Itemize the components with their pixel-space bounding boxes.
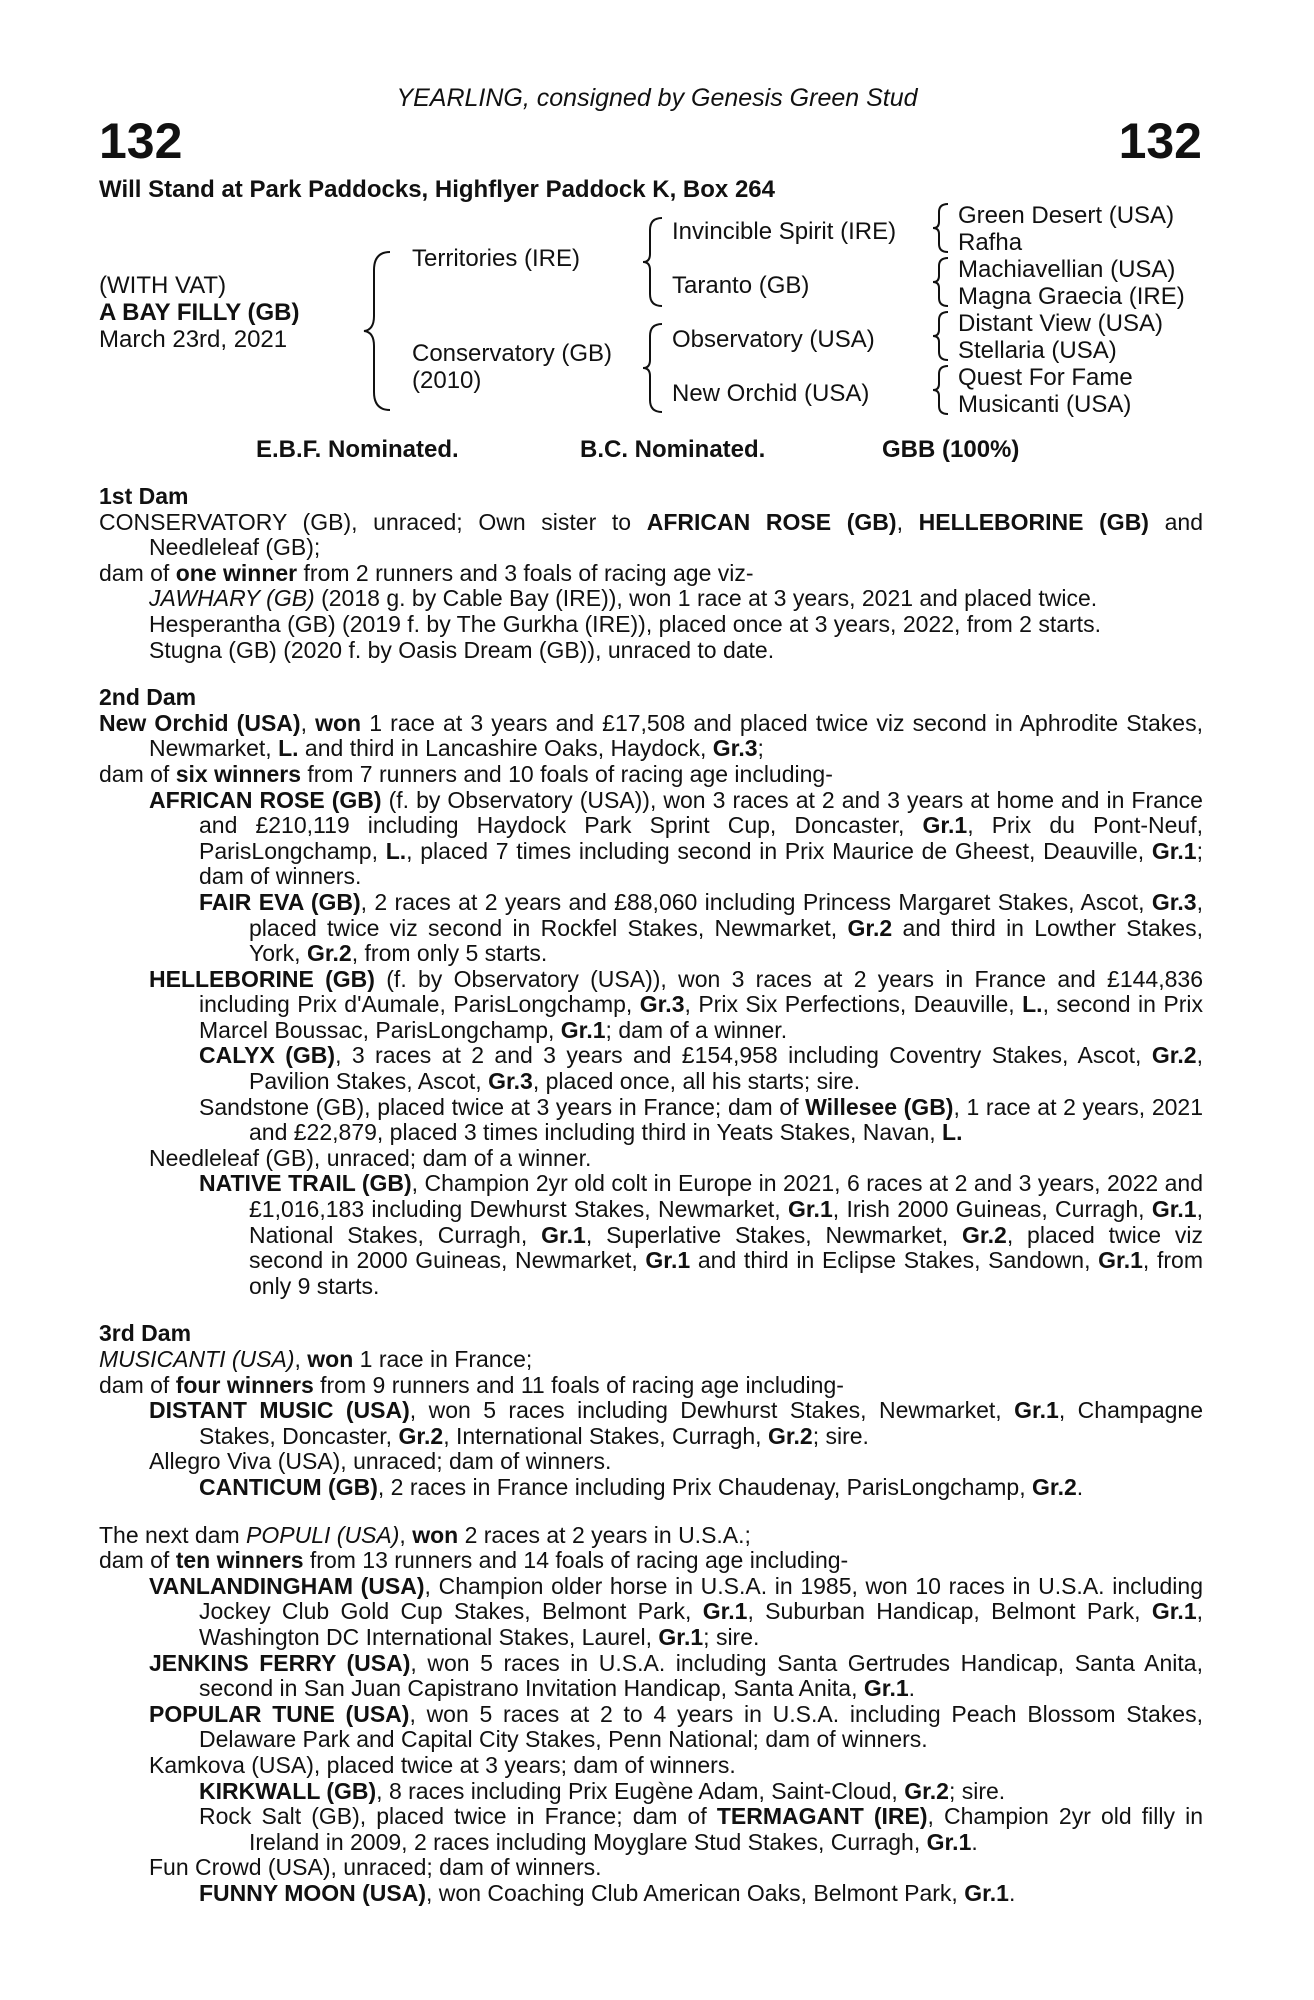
second-dam-heading: 2nd Dam bbox=[99, 684, 197, 711]
allegro-viva-entry: Allegro Viva (USA), unraced; dam of winners. bbox=[149, 1448, 612, 1475]
fun-crowd-entry: Fun Crowd (USA), unraced; dam of winners. bbox=[149, 1854, 602, 1881]
sire-sire-sire: Green Desert (USA) bbox=[958, 202, 1175, 229]
first-dam-produce-2: Hesperantha (GB) (2019 f. by The Gurkha (IRE)), placed once at 3 years, 2022, from 2 starts. bbox=[149, 610, 1101, 637]
needleleaf-entry: Needleleaf (GB), unraced; dam of a winner. bbox=[149, 1144, 592, 1171]
jenkins-ferry-entry: JENKINS FERRY (USA), won 5 races in U.S.A. including Santa Gertrudes Handicap, Santa Anita, second in San Juan Capistrano Invitation Handicap, Santa Anita, Gr.1. bbox=[149, 1649, 1203, 1702]
funny-moon-entry: FUNNY MOON (USA), won Coaching Club American Oaks, Belmont Park, Gr.1. bbox=[199, 1879, 1016, 1906]
calyx-entry: CALYX (GB), 3 races at 2 and 3 years and £154,958 including Coventry Stakes, Ascot, Gr.2, Pavilion Stakes, Ascot, Gr.3, placed once, all his starts; sire. bbox=[199, 1042, 1203, 1095]
horse-name: A BAY FILLY (GB) bbox=[99, 299, 300, 326]
bc-nomination: B.C. Nominated. bbox=[580, 436, 766, 463]
dam-line-2: (2010) bbox=[412, 367, 482, 394]
stand-location: Will Stand at Park Paddocks, Highflyer Paddock K, Box 264 bbox=[99, 176, 775, 203]
consignment-line: YEARLING, consigned by Genesis Green Stud bbox=[396, 84, 918, 112]
sire-dam-dam: Magna Graecia (IRE) bbox=[958, 283, 1185, 310]
third-dam-intro: MUSICANTI (USA), won 1 race in France; bbox=[99, 1346, 533, 1372]
first-dam-produce-summary: dam of one winner from 2 runners and 3 foals of racing age viz- bbox=[99, 559, 754, 586]
vanlandingham-entry: VANLANDINGHAM (USA), Champion older horse in U.S.A. in 1985, won 10 races in U.S.A. including Jockey Club Gold Cup Stakes, Belmont Park, Gr.1, Suburban Handicap, Belmont Park, Gr.1, Washington DC International Stakes, Laurel, Gr.1; sire. bbox=[149, 1572, 1204, 1650]
sire: Territories (IRE) bbox=[412, 245, 581, 272]
fair-eva-entry: FAIR EVA (GB), 2 races at 2 years and £88,060 including Princess Margaret Stakes, Ascot, Gr.3, placed twice viz second in Rockfel Stakes, Newmarket, Gr.2 and third in Lowther Stakes, York, Gr.2, from only 5 starts. bbox=[199, 888, 1203, 967]
distant-music-entry: DISTANT MUSIC (USA), won 5 races including Dewhurst Stakes, Newmarket, Gr.1, Champagne Stakes, Doncaster, Gr.2, International Stakes, Curragh, Gr.2; sire. bbox=[149, 1397, 1203, 1449]
sire-dam-sire: Machiavellian (USA) bbox=[958, 256, 1176, 283]
dd-brace bbox=[930, 364, 954, 416]
african-rose-entry: AFRICAN ROSE (GB) (f. by Observatory (USA)), won 3 races at 2 and 3 years at home and in France and £210,119 including Haydock Park Sprint Cup, Doncaster, Gr.1, Prix du Pont-Neuf, ParisLongchamp, L., placed 7 times including second in Prix Maurice de Gheest, Deauville, Gr.1; dam of winners. bbox=[149, 786, 1203, 890]
catalogue-body bbox=[99, 484, 1203, 1906]
dam-sire-sire: Distant View (USA) bbox=[958, 310, 1163, 337]
helleborine-entry: HELLEBORINE (GB) (f. by Observatory (USA)), won 3 races at 2 years in France and £144,836 including Prix d'Aumale, ParisLongchamp, Gr.3, Prix Six Perfections, Deauville, L., second in Prix Marcel Boussac, ParisLongchamp, Gr.1; dam of a winner. bbox=[149, 965, 1203, 1043]
next-dam-intro: The next dam POPULI (USA), won 2 races at 2 years in U.S.A.; bbox=[99, 1521, 751, 1548]
first-dam-produce-3: Stugna (GB) (2020 f. by Oasis Dream (GB)), unraced to date. bbox=[149, 636, 775, 663]
sandstone-entry: Sandstone (GB), placed twice at 3 years in France; dam of Willesee (GB), 1 race at 2 years, 2021 and £22,879, placed 3 times including third in Yeats Stakes, Navan, L. bbox=[199, 1093, 1203, 1146]
first-dam-intro: CONSERVATORY (GB), unraced; Own sister to AFRICAN ROSE (GB), HELLEBORINE (GB) and Needleleaf (GB); bbox=[99, 508, 1204, 561]
canticum-entry: CANTICUM (GB), 2 races in France including Prix Chaudenay, ParisLongchamp, Gr.2. bbox=[199, 1473, 1084, 1500]
next-dam-produce-summary: dam of ten winners from 13 runners and 14 foals of racing age including- bbox=[99, 1547, 849, 1574]
ds-brace bbox=[930, 310, 954, 362]
sire-dam: Taranto (GB) bbox=[672, 272, 810, 299]
dam-line-1: Conservatory (GB) bbox=[412, 340, 613, 367]
dam-dam: New Orchid (USA) bbox=[672, 380, 870, 407]
second-dam-intro: New Orchid (USA), won 1 race at 3 years and £17,508 and placed twice viz second in Aphrodite Stakes, Newmarket, L. and third in Lancashire Oaks, Haydock, Gr.3; bbox=[99, 709, 1203, 762]
dam-brace bbox=[640, 322, 670, 414]
popular-tune-entry: POPULAR TUNE (USA), won 5 races at 2 to 4 years in U.S.A. including Peach Blossom Stakes, Delaware Park and Capital City Stakes, Penn National; dam of winners. bbox=[149, 1700, 1203, 1753]
main-brace bbox=[360, 250, 400, 412]
sire-brace bbox=[640, 216, 670, 308]
ebf-nomination: E.B.F. Nominated. bbox=[256, 436, 459, 463]
dam-dam-dam: Musicanti (USA) bbox=[958, 391, 1132, 418]
first-dam-produce-1: JAWHARY (GB) (2018 g. by Cable Bay (IRE)), won 1 race at 3 years, 2021 and placed twice. bbox=[149, 585, 1098, 612]
second-dam-produce-summary: dam of six winners from 7 runners and 10 foals of racing age including- bbox=[99, 760, 833, 787]
sire-sire: Invincible Spirit (IRE) bbox=[672, 218, 897, 245]
kirkwall-entry: KIRKWALL (GB), 8 races including Prix Eugène Adam, Saint-Cloud, Gr.2; sire. bbox=[199, 1777, 1006, 1804]
native-trail-entry: NATIVE TRAIL (GB), Champion 2yr old colt in Europe in 2021, 6 races at 2 and 3 years, 2022 and £1,016,183 including Dewhurst Stakes, Newmarket, Gr.1, Irish 2000 Guineas, Curragh, Gr.1, National Stakes, Curragh, Gr.1, Superlative Stakes, Newmarket, Gr.2, placed twice viz second in 2000 Guineas, Newmarket, Gr.1 and third in Eclipse Stakes, Sandown, Gr.1, from only 9 starts. bbox=[199, 1170, 1203, 1299]
gbb-rating: GBB (100%) bbox=[882, 436, 1020, 463]
rock-salt-entry: Rock Salt (GB), placed twice in France; dam of TERMAGANT (IRE), Champion 2yr old filly in Ireland in 2009, 2 races including Moyglare Stud Stakes, Curragh, Gr.1. bbox=[199, 1803, 1203, 1855]
sire-sire-dam: Rafha bbox=[958, 229, 1023, 256]
ss-brace bbox=[930, 202, 954, 254]
lot-number-right: 132 bbox=[1118, 113, 1202, 169]
kamkova-entry: Kamkova (USA), placed twice at 3 years; dam of winners. bbox=[149, 1751, 736, 1778]
sd-brace bbox=[930, 256, 954, 308]
lot-number-left: 132 bbox=[99, 113, 183, 169]
dam-sire: Observatory (USA) bbox=[672, 326, 875, 353]
first-dam-heading: 1st Dam bbox=[99, 483, 189, 509]
dam-sire-dam: Stellaria (USA) bbox=[958, 337, 1117, 364]
foaling-date: March 23rd, 2021 bbox=[99, 326, 288, 353]
dam-dam-sire: Quest For Fame bbox=[958, 364, 1133, 391]
third-dam-heading: 3rd Dam bbox=[99, 1320, 192, 1347]
vat-note: (WITH VAT) bbox=[99, 272, 227, 299]
third-dam-produce-summary: dam of four winners from 9 runners and 11 foals of racing age including- bbox=[99, 1371, 844, 1398]
